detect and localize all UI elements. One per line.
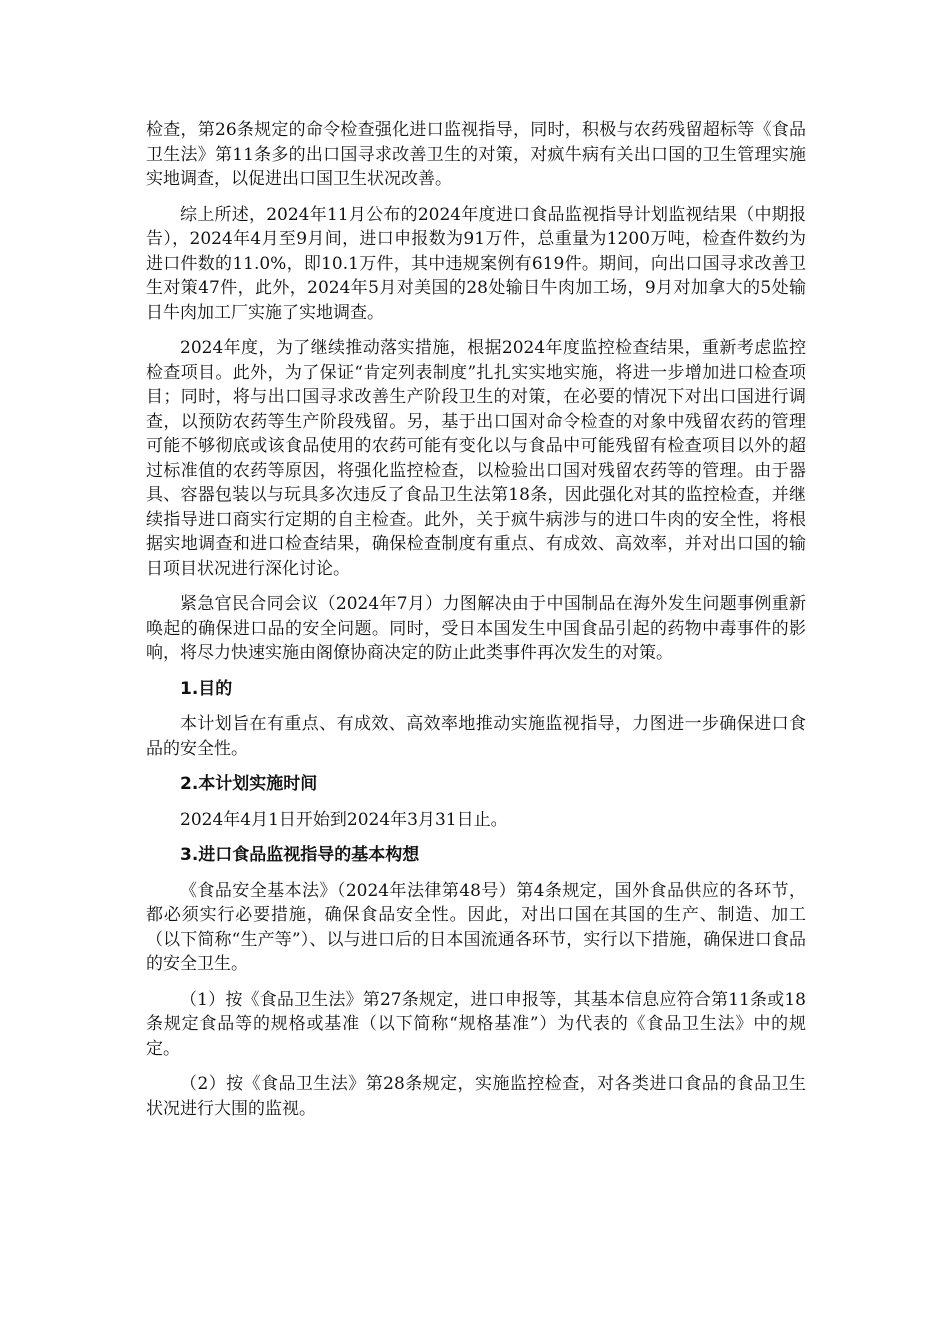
section-heading-basic-concept: 3.进口食品监视指导的基本构想 (180, 845, 420, 865)
paragraph-2024-measures: 2024年度，为了继续推动落实措施，根据2024年度监控检查结果，重新考虑监控检查项目。此外，为了保证“肯定列表制度”扎扎实实地实施，将进一步增加进口检查项目；同时，将与出口国寻求改善生产阶段卫生的对策，在必要的情况下对出口国进行调查，以预防农药等生产阶段残留。另，基于出口国对命令检查的对象中残留农药的管理可能不够彻底或该食品使用的农药可能有变化以与食品中可能残留有检查项目以外的超过标准值的农药等原因，将强化监控检查，以检验出口国对残留农药等的管理。由于器具、容器包装以与玩具多次违反了食品卫生法第18条，因此强化对其的监控检查，并继续指导进口商实行定期的自主检查。此外，关于疯牛病涉与的进口牛肉的安全性，将根据实地调查和进口检查结果，确保检查制度有重点、有成效、高效率，并对出口国的输日项目状况进行深化讨论。 (146, 338, 806, 579)
section-heading-period: 2.本计划实施时间 (180, 774, 318, 794)
paragraph-period: 2024年4月1日开始到2024年3月31日止。 (180, 809, 508, 830)
list-item-1: （1）按《食品卫生法》第27条规定，进口申报等，其基本信息应符合第11条或18条规定食品等的规格或基准（以下简称“规格基准”）为代表的《食品卫生法》中的规定。 (146, 989, 806, 1059)
paragraph-purpose: 本计划旨在有重点、有成效、高效率地推动实施监视指导，力图进一步确保进口食品的安全性。 (146, 714, 806, 759)
section-heading-purpose: 1.目的 (180, 678, 233, 699)
paragraph-inspection-continued: 检查，第26条规定的命令检查强化进口监视指导，同时，积极与农药残留超标等《食品卫生法》第11条多的出口国寻求改善卫生的对策，对疯牛病有关出口国的卫生管理实施实地调查，以促进出口国卫生状况改善。 (146, 120, 806, 189)
paragraph-emergency-meeting: 紧急官民合同会议（2024年7月）力图解决由于中国制品在海外发生问题事例重新唤起的确保进口品的安全问题。同时，受日本国发生中国食品引起的药物中毒事件的影响，将尽力快速实施由阁僚协商决定的防止此类事件再次发生的对策。 (146, 594, 806, 663)
paragraph-basic-concept: 《食品安全基本法》（2024年法律第48号）第4条规定，国外食品供应的各环节，都必须实行必要措施，确保食品安全性。因此，对出口国在其国的生产、制造、加工（以下简称“生产等”）、以与进口后的日本国流通各环节，实行以下措施，确保进口食品的安全卫生。 (146, 880, 806, 974)
document-page (146, 118, 806, 1132)
paragraph-mid-term-report: 综上所述，2024年11月公布的2024年度进口食品监视指导计划监视结果（中期报告），2024年4月至9月间，进口申报数为91万件，总重量为1200万吨，检查件数约为进口件数的11.0%，即10.1万件，其中违规案例有619件。期间，向出口国寻求改善卫生对策47件，此外，2024年5月对美国的28处输日牛肉加工场，9月对加拿大的5处输日牛肉加工厂实施了实地调查。 (146, 204, 806, 323)
list-item-2: （2）按《食品卫生法》第28条规定，实施监控检查，对各类进口食品的食品卫生状况进行大围的监视。 (146, 1074, 806, 1119)
